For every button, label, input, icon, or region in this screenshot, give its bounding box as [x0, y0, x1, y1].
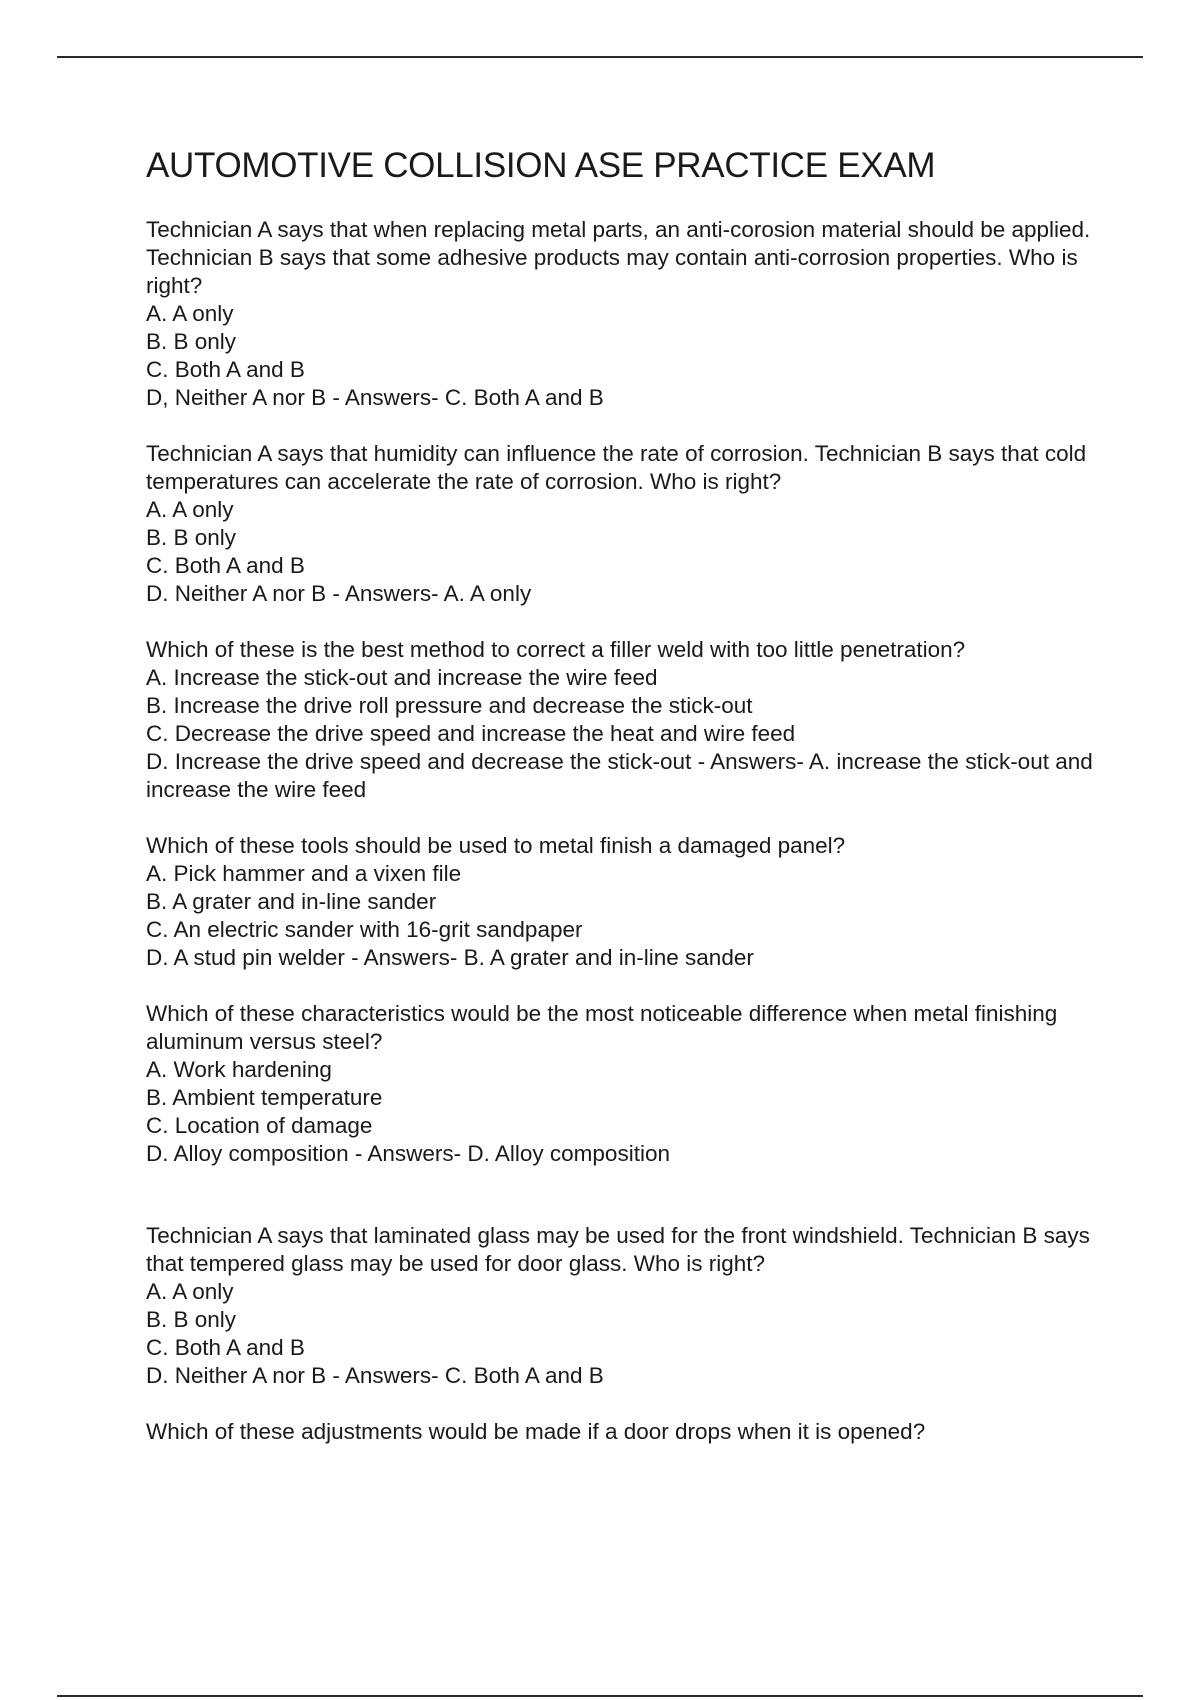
answer-option: D, Neither A nor B: [146, 385, 327, 410]
question-stem: Technician A says that laminated glass may be used for the front windshield. Technician B says that tempered glass may be used for door glass. Who is right?: [146, 1223, 1090, 1276]
question-block: [146, 1000, 1106, 1168]
answer-option: A. Pick hammer and a vixen file: [146, 861, 462, 886]
page-title: AUTOMOTIVE COLLISION ASE PRACTICE EXAM: [146, 146, 936, 185]
answer-option: A. A only: [146, 497, 234, 522]
answer-option: D. A stud pin welder: [146, 945, 345, 970]
answer-option: C. Both A and B: [146, 553, 305, 578]
last-option-line: D, Neither A nor B - Answers- C. Both A and B: [146, 385, 604, 410]
question-stem: Which of these is the best method to correct a filler weld with too little penetration?: [146, 637, 966, 662]
answer-option: D. Alloy composition: [146, 1141, 349, 1166]
correct-answer: Answers- C. Both A and B: [344, 1363, 604, 1388]
top-rule: [57, 56, 1143, 58]
bottom-rule: [57, 1695, 1143, 1697]
answer-option: B. Ambient temperature: [146, 1085, 383, 1110]
answer-option: B. B only: [146, 525, 237, 550]
document-body: [146, 140, 1106, 1446]
answer-option: C. Location of damage: [146, 1113, 373, 1138]
last-option-line: D. Increase the drive speed and decrease the stick-out - Answers- A. increase the stick-out and increase the wire feed: [146, 749, 1093, 802]
answer-option: C. Both A and B: [146, 357, 305, 382]
last-option-line: D. Alloy composition - Answers- D. Alloy composition: [146, 1141, 670, 1166]
answer-option: A. A only: [146, 301, 234, 326]
last-option-line: D. Neither A nor B - Answers- C. Both A and B: [146, 1363, 604, 1388]
answer-option: C. Decrease the drive speed and increase the heat and wire feed: [146, 721, 796, 746]
correct-answer: Answers- B. A grater and in-line sander: [363, 945, 754, 970]
answer-option: C. Both A and B: [146, 1335, 305, 1360]
last-option-line: D. A stud pin welder - Answers- B. A grater and in-line sander: [146, 945, 754, 970]
trailing-question: Which of these adjustments would be made if a door drops when it is opened?: [146, 1419, 926, 1444]
last-option-line: D. Neither A nor B - Answers- A. A only: [146, 581, 532, 606]
answer-option: A. A only: [146, 1279, 234, 1304]
question-block: [146, 440, 1106, 608]
correct-answer: Answers- A. A only: [344, 581, 532, 606]
question-stem: Technician A says that humidity can influence the rate of corrosion. Technician B says that cold temperatures can accelerate the rate of corrosion. Who is right?: [146, 441, 1087, 494]
answer-option: D. Neither A nor B: [146, 581, 327, 606]
answer-option: B. B only: [146, 1307, 237, 1332]
answer-option: A. Work hardening: [146, 1057, 332, 1082]
answer-option: A. Increase the stick-out and increase the wire feed: [146, 665, 658, 690]
answer-option: D. Neither A nor B: [146, 1363, 327, 1388]
correct-answer: Answers- D. Alloy composition: [367, 1141, 670, 1166]
question-block: [146, 636, 1106, 804]
question-block: [146, 832, 1106, 972]
answer-option: B. Increase the drive roll pressure and decrease the stick-out: [146, 693, 753, 718]
answer-option: B. A grater and in-line sander: [146, 889, 437, 914]
question-list: [146, 216, 1106, 1390]
answer-option: B. B only: [146, 329, 237, 354]
answer-option: D. Increase the drive speed and decrease the stick-out: [146, 749, 692, 774]
question-stem: Which of these tools should be used to metal finish a damaged panel?: [146, 833, 846, 858]
question-block: [146, 1222, 1106, 1390]
correct-answer: Answers- A. increase the stick-out and increase the wire feed: [146, 749, 1093, 802]
question-stem: Technician A says that when replacing metal parts, an anti-corosion material should be applied. Technician B says that some adhesive products may contain anti-corrosion properties. Who is right?: [146, 217, 1091, 298]
question-block: [146, 216, 1106, 412]
correct-answer: Answers- C. Both A and B: [344, 385, 604, 410]
answer-option: C. An electric sander with 16-grit sandpaper: [146, 917, 583, 942]
question-stem: Which of these characteristics would be the most noticeable difference when metal finishing aluminum versus steel?: [146, 1001, 1058, 1054]
